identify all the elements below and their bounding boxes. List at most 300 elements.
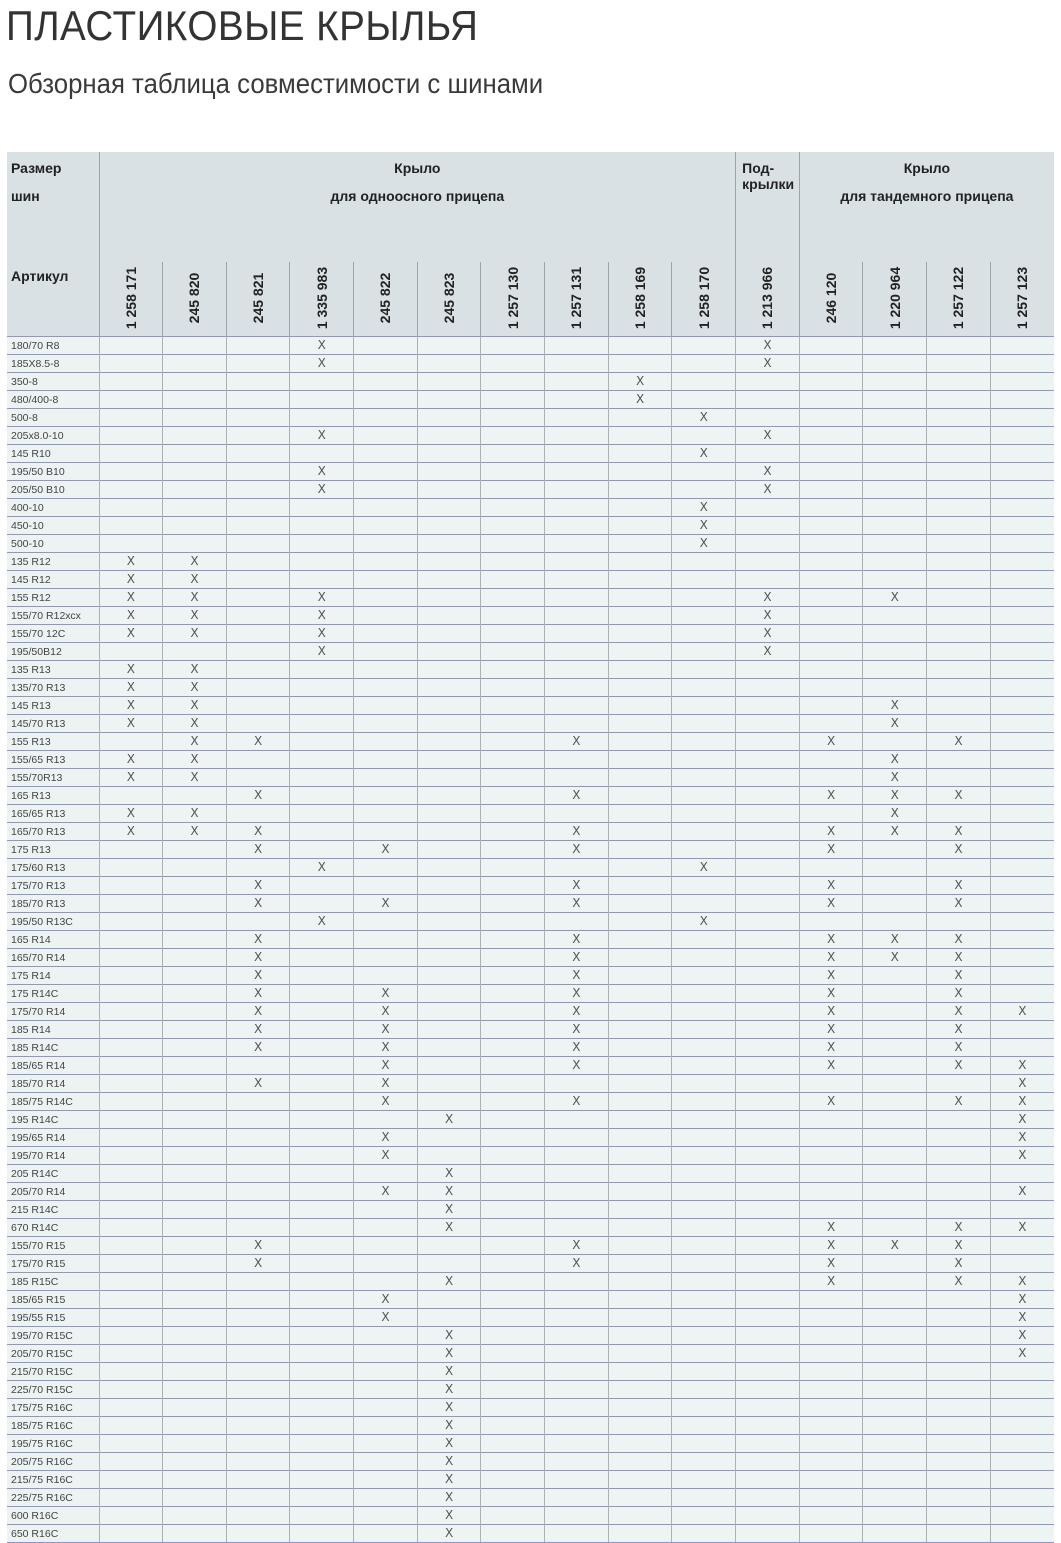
compat-mark: X	[890, 698, 899, 712]
compat-cell	[354, 1471, 418, 1489]
compat-cell	[608, 391, 672, 409]
compat-cell	[608, 1453, 672, 1471]
compat-cell	[736, 1003, 800, 1021]
compat-cell	[163, 1525, 227, 1543]
compat-cell	[99, 931, 163, 949]
compat-cell	[863, 1039, 927, 1057]
compat-cell	[290, 1327, 354, 1345]
compat-cell	[608, 769, 672, 787]
compat-cell	[163, 1075, 227, 1093]
compat-mark: X	[190, 590, 199, 604]
compat-cell	[99, 1309, 163, 1327]
compat-mark: X	[763, 644, 772, 658]
compat-cell	[481, 1345, 545, 1363]
table-row	[7, 931, 1054, 949]
compat-mark: X	[1018, 1220, 1027, 1234]
compat-mark: X	[699, 500, 708, 514]
compat-cell	[863, 535, 927, 553]
table-row	[7, 409, 1054, 427]
compat-cell	[417, 895, 481, 913]
compat-mark: X	[444, 1472, 454, 1486]
compat-cell	[163, 1003, 227, 1021]
compat-cell	[481, 733, 545, 751]
page-title: ПЛАСТИКОВЫЕ КРЫЛЬЯ	[6, 2, 479, 49]
compat-mark: X	[635, 374, 645, 388]
compat-cell	[863, 1201, 927, 1219]
table-row	[7, 589, 1054, 607]
table-row	[7, 661, 1054, 679]
compat-cell	[163, 1219, 227, 1237]
compat-cell	[163, 589, 227, 607]
compat-mark: X	[317, 644, 326, 658]
compat-cell	[990, 1129, 1054, 1147]
compat-mark: X	[190, 698, 199, 712]
compat-cell	[736, 895, 800, 913]
compat-mark: X	[890, 950, 899, 964]
compat-cell	[736, 1201, 800, 1219]
compat-cell	[99, 823, 163, 841]
compat-mark: X	[190, 824, 199, 838]
compat-cell	[990, 1525, 1054, 1543]
compat-cell	[226, 1453, 290, 1471]
table-row	[7, 427, 1054, 445]
compat-cell	[863, 787, 927, 805]
compat-cell	[799, 697, 863, 715]
compat-cell	[608, 1147, 672, 1165]
compat-cell	[545, 1183, 609, 1201]
compat-cell	[354, 679, 418, 697]
compat-mark: X	[444, 1220, 454, 1234]
group-mudguard-line2: крылки	[742, 176, 795, 192]
tire-size-cell: 185/70 R13	[7, 895, 99, 913]
tire-size-cell: 175 R14C	[7, 985, 99, 1003]
compat-cell	[481, 355, 545, 373]
compat-cell	[163, 499, 227, 517]
compat-mark: X	[954, 1022, 963, 1036]
compat-cell	[608, 877, 672, 895]
tire-size-cell: 225/75 R16C	[7, 1489, 99, 1507]
compat-cell	[736, 1399, 800, 1417]
compat-cell	[290, 841, 354, 859]
compat-cell	[672, 751, 736, 769]
compat-cell	[608, 1345, 672, 1363]
compat-cell	[990, 1237, 1054, 1255]
compat-cell	[226, 337, 290, 355]
compat-cell	[163, 517, 227, 535]
compat-cell	[863, 1363, 927, 1381]
compat-cell	[672, 1255, 736, 1273]
compat-cell	[99, 697, 163, 715]
compat-cell	[990, 1291, 1054, 1309]
tire-size-cell: 155 R13	[7, 733, 99, 751]
compat-cell	[417, 1147, 481, 1165]
compat-cell	[545, 1291, 609, 1309]
compat-cell	[545, 769, 609, 787]
article-number: 1 257 123	[1014, 266, 1031, 330]
compat-cell	[417, 985, 481, 1003]
compat-cell	[99, 643, 163, 661]
compat-cell	[417, 337, 481, 355]
compat-cell	[354, 751, 418, 769]
compat-mark: X	[254, 968, 263, 982]
tire-size-cell: 195/75 R16C	[7, 1435, 99, 1453]
compat-mark: X	[190, 752, 199, 766]
compat-cell	[354, 787, 418, 805]
article-number: 1 213 966	[759, 266, 776, 330]
compat-cell	[290, 733, 354, 751]
compat-cell	[799, 1075, 863, 1093]
compat-cell	[354, 1489, 418, 1507]
compat-mark: X	[572, 1004, 581, 1018]
compat-cell	[99, 337, 163, 355]
tire-size-cell: 500-8	[7, 409, 99, 427]
compat-cell	[354, 841, 418, 859]
compat-cell	[608, 553, 672, 571]
compat-mark: X	[126, 716, 135, 730]
compat-cell	[990, 571, 1054, 589]
tire-size-cell: 205x8.0-10	[7, 427, 99, 445]
compat-cell	[226, 859, 290, 877]
compat-cell	[226, 715, 290, 733]
compat-cell	[608, 535, 672, 553]
compat-cell	[163, 643, 227, 661]
compat-mark: X	[317, 608, 326, 622]
compat-cell	[481, 373, 545, 391]
compat-cell	[990, 1399, 1054, 1417]
compat-cell	[799, 1489, 863, 1507]
compat-cell	[990, 1417, 1054, 1435]
tire-size-cell: 135 R13	[7, 661, 99, 679]
compat-cell	[481, 625, 545, 643]
tire-size-cell: 205/50 B10	[7, 481, 99, 499]
compat-cell	[354, 823, 418, 841]
compat-mark: X	[444, 1490, 454, 1504]
compat-mark: X	[827, 842, 836, 856]
compat-cell	[163, 1255, 227, 1273]
compat-cell	[481, 697, 545, 715]
compat-mark: X	[444, 1274, 454, 1288]
compat-cell	[672, 733, 736, 751]
compat-cell	[354, 625, 418, 643]
compat-cell	[545, 679, 609, 697]
compat-cell	[672, 1093, 736, 1111]
compat-cell	[863, 877, 927, 895]
compat-cell	[290, 373, 354, 391]
compat-mark: X	[827, 734, 836, 748]
compat-cell	[290, 391, 354, 409]
compat-cell	[226, 1327, 290, 1345]
compat-cell	[226, 967, 290, 985]
compat-mark: X	[827, 1022, 836, 1036]
compat-cell	[226, 661, 290, 679]
tire-size-cell: 215 R14C	[7, 1201, 99, 1219]
compat-cell	[290, 661, 354, 679]
tire-size-cell: 195/50 R13C	[7, 913, 99, 931]
compat-cell	[799, 1345, 863, 1363]
compat-cell	[799, 661, 863, 679]
compat-cell	[799, 1381, 863, 1399]
compat-cell	[799, 1525, 863, 1543]
table-row	[7, 373, 1054, 391]
compat-mark: X	[190, 680, 199, 694]
compat-cell	[417, 841, 481, 859]
compat-cell	[354, 1219, 418, 1237]
compat-mark: X	[572, 878, 581, 892]
compat-cell	[481, 841, 545, 859]
compat-cell	[799, 589, 863, 607]
compat-cell	[99, 373, 163, 391]
compat-cell	[163, 1111, 227, 1129]
compat-cell	[545, 1435, 609, 1453]
compat-cell	[481, 967, 545, 985]
compat-cell	[163, 985, 227, 1003]
tire-size-cell: 155/70 R15	[7, 1237, 99, 1255]
article-header-cell	[354, 262, 418, 337]
compat-cell	[799, 715, 863, 733]
table-row	[7, 715, 1054, 733]
compat-cell	[99, 1435, 163, 1453]
compat-mark: X	[254, 986, 263, 1000]
compat-cell	[545, 1273, 609, 1291]
compat-cell	[481, 1309, 545, 1327]
compat-cell	[163, 733, 227, 751]
compat-cell	[736, 697, 800, 715]
compat-cell	[417, 931, 481, 949]
compat-cell	[672, 1273, 736, 1291]
compat-cell	[545, 1219, 609, 1237]
compat-cell	[736, 445, 800, 463]
tire-size-cell: 205 R14C	[7, 1165, 99, 1183]
table-row	[7, 1345, 1054, 1363]
compat-cell	[545, 751, 609, 769]
compat-mark: X	[254, 734, 263, 748]
compat-cell	[99, 427, 163, 445]
compat-cell	[608, 1003, 672, 1021]
compat-cell	[736, 1129, 800, 1147]
compat-mark: X	[572, 1040, 581, 1054]
compat-cell	[799, 1363, 863, 1381]
table-row	[7, 1399, 1054, 1417]
compat-cell	[608, 571, 672, 589]
compat-cell	[736, 805, 800, 823]
compat-cell	[672, 949, 736, 967]
article-header-cell	[863, 262, 927, 337]
tire-size-cell: 185/75 R14C	[7, 1093, 99, 1111]
compat-mark: X	[317, 860, 326, 874]
table-row	[7, 985, 1054, 1003]
tire-size-cell: 185/70 R14	[7, 1075, 99, 1093]
compat-cell	[545, 1309, 609, 1327]
compat-cell	[226, 733, 290, 751]
compat-cell	[799, 1201, 863, 1219]
table-row	[7, 553, 1054, 571]
tire-size-cell: 155/70R13	[7, 769, 99, 787]
compat-cell	[226, 1273, 290, 1291]
group-tandem-subtitle: для тандемного прицепа	[840, 188, 1014, 204]
compat-mark: X	[444, 1454, 454, 1468]
compat-cell	[990, 625, 1054, 643]
compat-cell	[226, 841, 290, 859]
compat-cell	[672, 607, 736, 625]
compat-cell	[226, 625, 290, 643]
compat-cell	[99, 1219, 163, 1237]
compat-cell	[545, 1129, 609, 1147]
compat-cell	[927, 1111, 991, 1129]
compat-cell	[226, 751, 290, 769]
compat-cell	[481, 661, 545, 679]
compat-cell	[481, 1057, 545, 1075]
compat-cell	[863, 607, 927, 625]
table-row	[7, 571, 1054, 589]
compat-cell	[163, 1507, 227, 1525]
compat-cell	[99, 1525, 163, 1543]
compat-cell	[799, 931, 863, 949]
compat-mark: X	[1018, 1058, 1027, 1072]
compat-cell	[417, 553, 481, 571]
compat-cell	[290, 589, 354, 607]
compat-cell	[163, 1327, 227, 1345]
tire-size-cell: 600 R16C	[7, 1507, 99, 1525]
compat-cell	[481, 1093, 545, 1111]
compat-cell	[672, 1201, 736, 1219]
compat-cell	[990, 1345, 1054, 1363]
compat-cell	[736, 931, 800, 949]
compat-mark: X	[954, 932, 963, 946]
compat-cell	[290, 1201, 354, 1219]
compat-mark: X	[444, 1400, 454, 1414]
compat-cell	[290, 355, 354, 373]
compat-cell	[417, 733, 481, 751]
compat-cell	[354, 589, 418, 607]
compat-cell	[417, 499, 481, 517]
compat-mark: X	[1018, 1274, 1027, 1288]
compat-cell	[608, 679, 672, 697]
compat-cell	[226, 391, 290, 409]
compat-cell	[226, 1021, 290, 1039]
compat-cell	[608, 1057, 672, 1075]
compat-cell	[99, 967, 163, 985]
compat-cell	[672, 1003, 736, 1021]
compat-cell	[99, 1093, 163, 1111]
compat-mark: X	[381, 986, 390, 1000]
compat-cell	[99, 553, 163, 571]
article-header-cell	[163, 262, 227, 337]
compat-cell	[290, 931, 354, 949]
compat-cell	[545, 931, 609, 949]
compat-cell	[417, 391, 481, 409]
compat-cell	[417, 697, 481, 715]
compat-cell	[608, 607, 672, 625]
compat-cell	[799, 1165, 863, 1183]
compat-cell	[354, 895, 418, 913]
compat-cell	[927, 1129, 991, 1147]
compat-cell	[736, 1075, 800, 1093]
compat-cell	[481, 787, 545, 805]
compat-cell	[990, 661, 1054, 679]
compat-cell	[799, 1021, 863, 1039]
table-row	[7, 1147, 1054, 1165]
compat-cell	[927, 1165, 991, 1183]
compat-mark: X	[763, 482, 772, 496]
compat-cell	[545, 661, 609, 679]
compat-cell	[163, 481, 227, 499]
compat-cell	[672, 1507, 736, 1525]
compat-cell	[799, 553, 863, 571]
compat-cell	[99, 751, 163, 769]
compat-cell	[354, 1345, 418, 1363]
compat-mark: X	[126, 554, 135, 568]
compat-cell	[736, 877, 800, 895]
compat-cell	[927, 985, 991, 1003]
compat-mark: X	[1018, 1076, 1027, 1090]
compat-cell	[736, 1165, 800, 1183]
compat-cell	[163, 841, 227, 859]
compat-cell	[672, 1399, 736, 1417]
compat-mark: X	[444, 1202, 454, 1216]
compat-cell	[354, 1129, 418, 1147]
compat-cell	[990, 463, 1054, 481]
table-row	[7, 463, 1054, 481]
table-row	[7, 355, 1054, 373]
compat-cell	[290, 643, 354, 661]
table-row	[7, 1381, 1054, 1399]
compat-cell	[226, 1363, 290, 1381]
compat-cell	[863, 949, 927, 967]
compat-cell	[545, 1237, 609, 1255]
compat-cell	[354, 949, 418, 967]
compat-cell	[990, 1309, 1054, 1327]
compat-cell	[417, 769, 481, 787]
compat-mark: X	[890, 788, 899, 802]
compat-cell	[545, 391, 609, 409]
compat-cell	[672, 805, 736, 823]
compat-mark: X	[254, 824, 263, 838]
compat-cell	[481, 643, 545, 661]
compat-cell	[354, 355, 418, 373]
compat-cell	[799, 1183, 863, 1201]
compat-cell	[799, 409, 863, 427]
compat-cell	[736, 373, 800, 391]
compat-cell	[354, 1021, 418, 1039]
tire-size-cell: 350-8	[7, 373, 99, 391]
compat-cell	[417, 823, 481, 841]
compat-cell	[799, 481, 863, 499]
compat-cell	[99, 1075, 163, 1093]
tire-size-cell: 155/65 R13	[7, 751, 99, 769]
compat-cell	[99, 1471, 163, 1489]
compat-cell	[863, 1381, 927, 1399]
compat-cell	[672, 1075, 736, 1093]
table-row	[7, 481, 1054, 499]
compat-cell	[927, 787, 991, 805]
compat-cell	[481, 1147, 545, 1165]
tire-size-cell: 175/75 R16C	[7, 1399, 99, 1417]
compat-cell	[354, 409, 418, 427]
compat-cell	[99, 1381, 163, 1399]
compat-cell	[354, 715, 418, 733]
table-row	[7, 877, 1054, 895]
compat-cell	[799, 1147, 863, 1165]
compat-cell	[990, 517, 1054, 535]
tire-size-cell: 650 R16C	[7, 1525, 99, 1543]
compat-mark: X	[699, 518, 708, 532]
compat-cell	[608, 823, 672, 841]
compat-cell	[927, 1435, 991, 1453]
compat-cell	[226, 1057, 290, 1075]
table-row	[7, 895, 1054, 913]
compat-cell	[990, 1111, 1054, 1129]
tire-size-cell: 195 R14C	[7, 1111, 99, 1129]
